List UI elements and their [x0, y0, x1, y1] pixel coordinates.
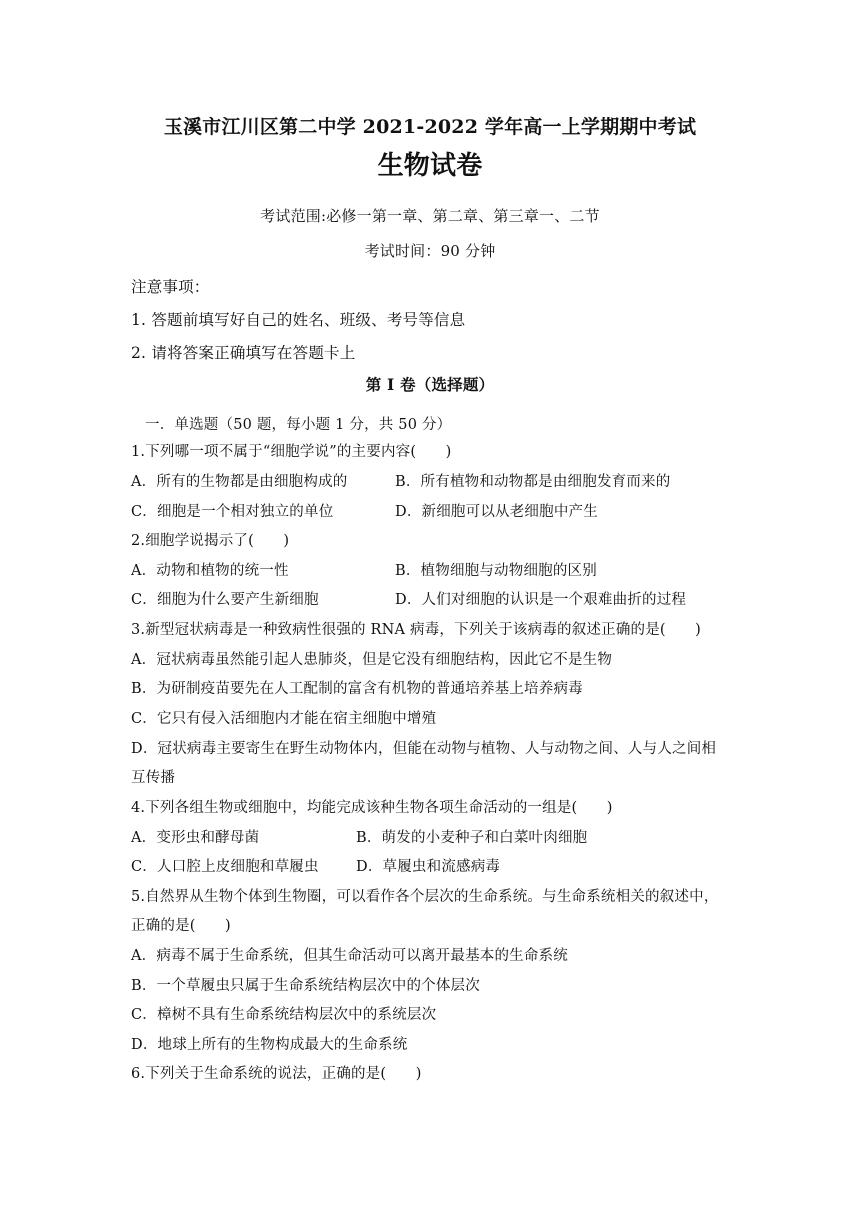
option-d: D．新细胞可以从老细胞中产生 [395, 504, 598, 520]
exam-time: 考试时间：90 分钟 [364, 242, 496, 260]
notice-item: 1. 答题前填写好自己的姓名、班级、考号等信息 [131, 311, 466, 329]
option-a: A．所有的生物都是由细胞构成的 [131, 474, 348, 490]
option-b: B．一个草履虫只属于生命系统结构层次中的个体层次 [131, 978, 480, 994]
question-stem: 1.下列哪一项不属于“细胞学说”的主要内容( ) [131, 444, 452, 460]
exam-title: 玉溪市江川区第二中学 2021-2022 学年高一上学期期中考试 [163, 116, 697, 138]
option-b: B．所有植物和动物都是由细胞发育而来的 [395, 474, 671, 490]
option-d: D．草履虫和流感病毒 [356, 859, 501, 875]
option-c: C．细胞是一个相对独立的单位 [131, 504, 334, 520]
question-stem: 6.下列关于生命系统的说法，正确的是( ) [131, 1066, 422, 1082]
exam-scope: 考试范围:必修一第一章、第二章、第三章一、二节 [260, 207, 600, 225]
option-a: A．动物和植物的统一性 [131, 563, 289, 579]
option-d-continued: 互传播 [131, 770, 176, 786]
exam-subtitle: 生物试卷 [377, 151, 483, 181]
option-a: A．病毒不属于生命系统，但其生命活动可以离开最基本的生命系统 [131, 948, 568, 964]
question-stem: 5.自然界从生物个体到生物圈，可以看作各个层次的生命系统。与生命系统相关的叙述中， [131, 889, 719, 905]
option-d: D．人们对细胞的认识是一个艰难曲折的过程 [395, 592, 687, 608]
option-a: A．变形虫和酵母菌 [131, 830, 260, 846]
option-d: D．冠状病毒主要寄生在野生动物体内，但能在动物与植物、人与动物之间、人与人之间相 [131, 741, 717, 757]
section-title: 第 I 卷（选择题） [365, 375, 495, 394]
option-b: B．植物细胞与动物细胞的区别 [395, 563, 597, 579]
option-c: C．樟树不具有生命系统结构层次中的系统层次 [131, 1007, 437, 1023]
question-stem: 2.细胞学说揭示了( ) [131, 533, 290, 549]
question-stem: 3.新型冠状病毒是一种致病性很强的 RNA 病毒，下列关于该病毒的叙述正确的是( ) [131, 622, 702, 638]
option-b: B．为研制疫苗要先在人工配制的富含有机物的普通培养基上培养病毒 [131, 681, 583, 697]
question-stem: 4.下列各组生物或细胞中，均能完成该种生物各项生命活动的一组是( ) [131, 800, 613, 816]
question-stem-continued: 正确的是( ) [131, 918, 231, 934]
option-c: C．细胞为什么要产生新细胞 [131, 592, 319, 608]
section-instruction: 一．单选题（50 题，每小题 1 分，共 50 分） [145, 417, 452, 433]
option-d: D．地球上所有的生物构成最大的生命系统 [131, 1037, 408, 1053]
notice-heading: 注意事项： [131, 278, 210, 296]
option-a: A．冠状病毒虽然能引起人患肺炎，但是它没有细胞结构，因此它不是生物 [131, 652, 613, 668]
option-c: C．人口腔上皮细胞和草履虫 [131, 859, 319, 875]
option-b: B．萌发的小麦种子和白菜叶肉细胞 [356, 830, 588, 846]
notice-item: 2. 请将答案正确填写在答题卡上 [131, 344, 356, 362]
option-c: C．它只有侵入活细胞内才能在宿主细胞中增殖 [131, 711, 437, 727]
